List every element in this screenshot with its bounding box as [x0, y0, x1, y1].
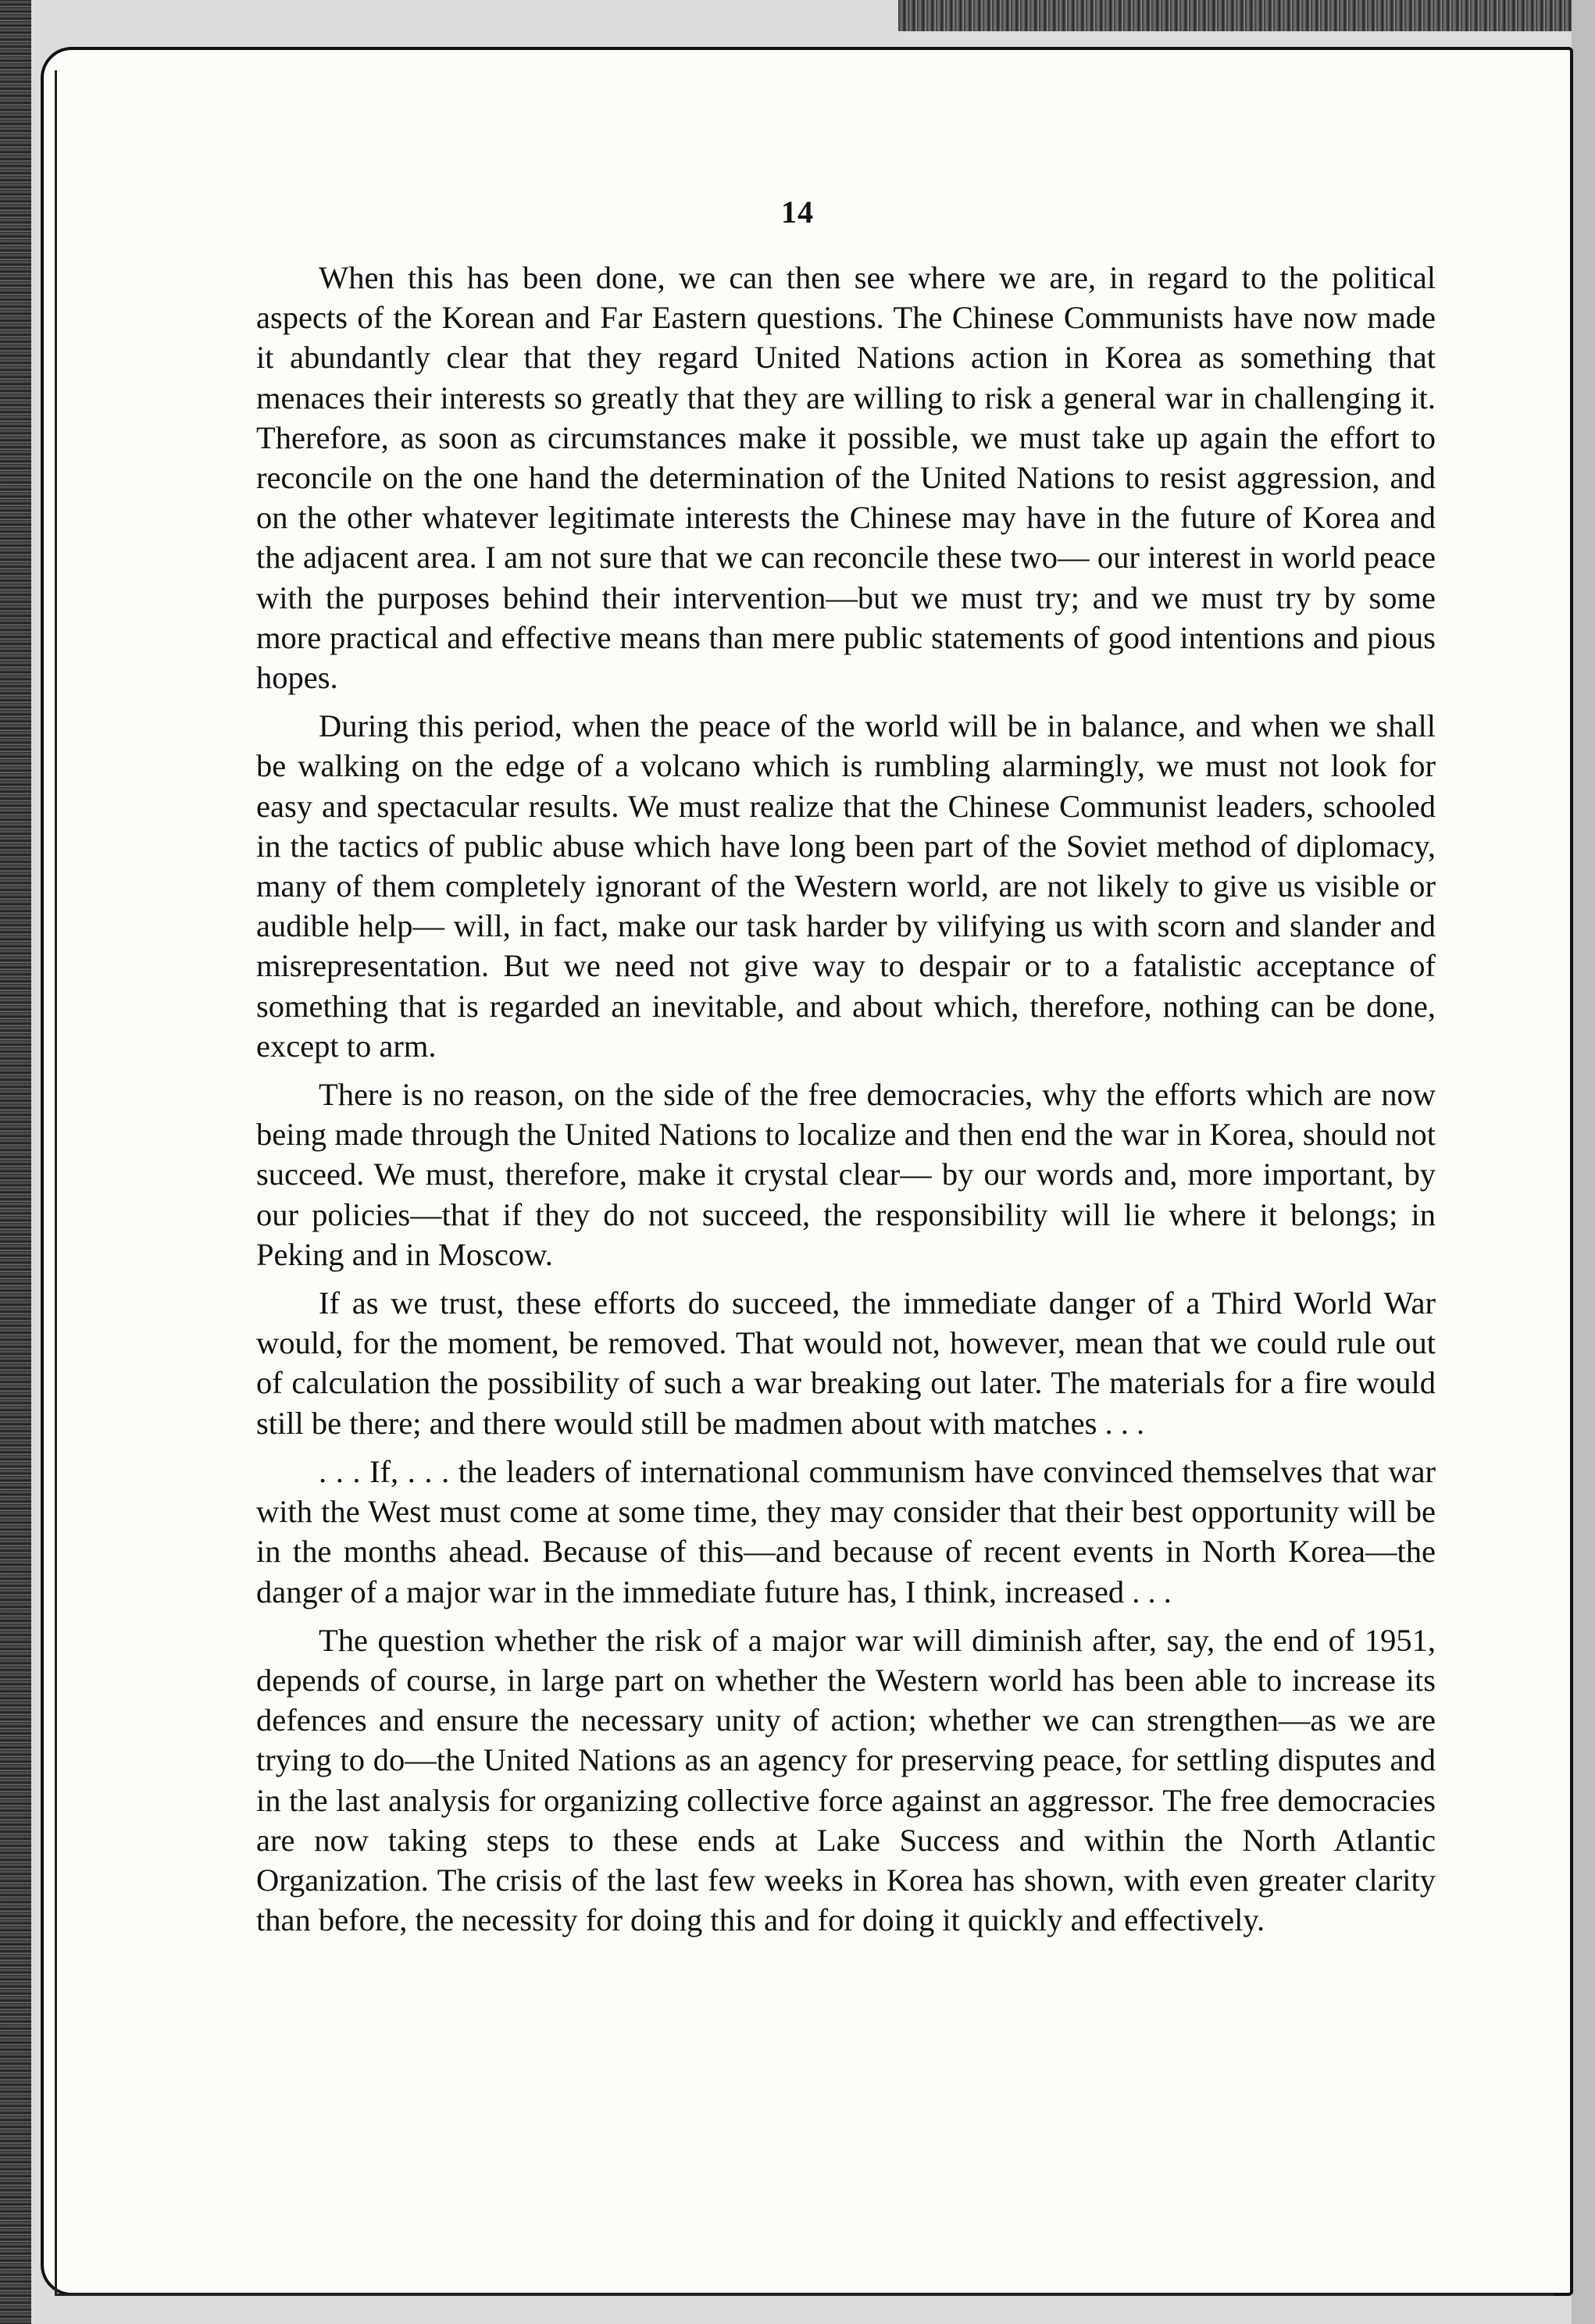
paragraph: When this has been done, we can then see where we are, in regard to the political aspects of the Korean and Far Eastern questions. The Chinese Communists have now made it abundantly clear that they regard United Nations action in Korea as something that menaces their interests so greatly that they are willing to risk a general war in challenging it. Therefore, as soon as circumstances make it possible, we must take up again the effort to reconcile on the one hand the determination of the United Nations to resist aggression, and on the other whatever legitimate interests the Chinese may have in the future of Korea and the adjacent area. I am not sure that we can reconcile these two— our interest in world peace with the purposes behind their intervention—but we must try; and we must try by some more practical and effective means than mere public statements of good intentions and pious hopes.: [256, 260, 1436, 696]
paragraph: There is no reason, on the side of the free democracies, why the efforts which are now being made through the United Nations to localize and then end the war in Korea, should not succeed. We must, therefore, make it crystal clear— by our words and, more important, by our policies—that if they do not succeed, the responsibility will lie where it belongs; in Peking and in Moscow.: [256, 1077, 1436, 1272]
paragraph: . . . If, . . . the leaders of international communism have convinced themselves that war with the West must come at some time, they may consider that their best opportunity will be in the months ahead. Because of this—and because of recent events in North Korea—the danger of a major war in the immediate future has, I think, increased . . .: [256, 1453, 1436, 1609]
scan-top-edge: [898, 0, 1595, 31]
scan-binding-edge: [0, 0, 31, 2324]
scan-right-edge: [1572, 0, 1595, 2324]
page-number: 14: [781, 194, 814, 230]
paragraph: If as we trust, these efforts do succeed, the immediate danger of a Third World War would, for the moment, be removed. That would not, however, mean that we could rule out of calculation the possibility of such a war breaking out later. The materials for a fire would still be there; and there would still be madmen about with matches . . .: [256, 1285, 1436, 1441]
paragraph: The question whether the risk of a major war will diminish after, say, the end of 1951, depends of course, in large part on whether the Western world has been able to increase its defences and ensure the necessary unity of action; whether we can strengthen—as we are trying to do—the United Nations as an agency for preserving peace, for settling disputes and in the last analysis for organizing collective force against an aggressor. The free democracies are now taking steps to these ends at Lake Success and within the North Atlantic Organization. The crisis of the last few weeks in Korea has shown, with even greater clarity than before, the necessity for doing this and for doing it quickly and effectively.: [256, 1622, 1436, 1938]
paragraph: During this period, when the peace of the world will be in balance, and when we shall be walking on the edge of a volcano which is rumbling alarmingly, we must not look for easy and spectacular results. We must realize that the Chinese Communist leaders, schooled in the tactics of public abuse which have long been part of the Soviet method of diplomacy, many of them completely ignorant of the Western world, are not likely to give us visible or audible help— will, in fact, make our task harder by vilifying us with scorn and slander and misrepresentation. But we need not give way to despair or to a fatalistic acceptance of something that is regarded an inevitable, and about which, therefore, nothing can be done, except to arm.: [256, 708, 1436, 1064]
body-text: [256, 258, 1436, 1948]
